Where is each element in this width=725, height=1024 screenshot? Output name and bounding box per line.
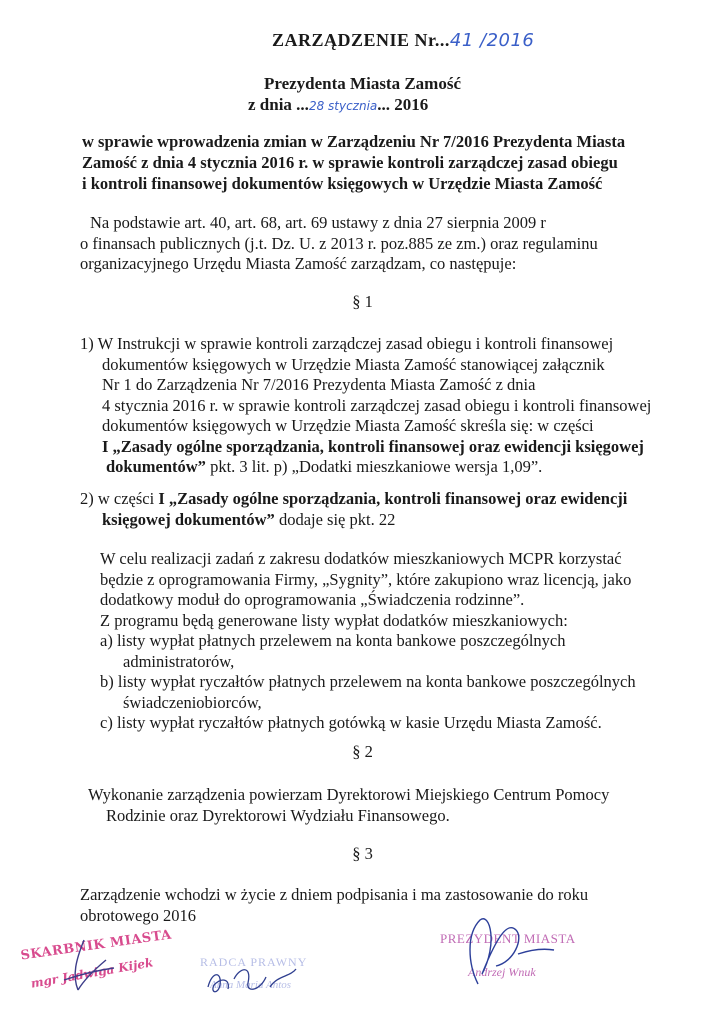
point-line: Nr 1 do Zarządzenia Nr 7/2016 Prezydenta Miasta Zamość z dnia	[102, 375, 536, 394]
bold-text: I „Zasady ogólne sporządzania, kontroli finansowej oraz ewidencji księgowej	[102, 436, 644, 456]
document-subject	[82, 131, 625, 194]
section-line: Zarządzenie wchodzi w życie z dniem podpisania i ma zastosowanie do roku	[80, 885, 589, 904]
document-title	[272, 30, 534, 51]
subject-line: i kontroli finansowej dokumentów księgowych w Urzędzie Miasta Zamość	[82, 174, 603, 193]
point-line: dokumentów księgowych w Urzędzie Miasta Zamość skreśla się: w części	[102, 416, 594, 435]
point-text: dodaje się pkt. 22	[274, 509, 396, 529]
section-1-heading: § 1	[352, 292, 373, 311]
point-line: dokumentów księgowych w Urzędzie Miasta Zamość stanowiącej załącznik	[102, 354, 605, 374]
list-item-b: b) listy wypłat ryczałtów płatnych przelewem na konta bankowe poszczególnych	[100, 672, 636, 691]
point-line: będzie z oprogramowania Firmy, „Sygnity”, które zakupiono wraz licencją, jako	[100, 569, 632, 589]
point-line: dodatkowy moduł do oprogramowania „Świadczenia rodzinne”.	[100, 590, 525, 609]
legal-advisor-stamp-title: RADCA PRAWNY	[200, 955, 308, 969]
bold-text: księgowej dokumentów”	[102, 509, 275, 529]
section-2-text	[88, 785, 609, 826]
section-line: Rodzinie oraz Dyrektorowi Wydziału Finansowego.	[106, 805, 450, 825]
treasurer-signature-icon	[54, 930, 134, 1000]
section-line: obrotowego 2016	[80, 905, 196, 925]
list-item-a-cont: administratorów,	[123, 651, 235, 671]
point-line	[80, 510, 627, 531]
point-line-bold	[80, 437, 651, 458]
section-3-heading: § 3	[352, 844, 373, 863]
section-2-heading: § 2	[352, 742, 373, 761]
point-line: Z programu będą generowane listy wypłat dodatków mieszkaniowych:	[100, 610, 568, 630]
point-line	[80, 489, 627, 510]
date-suffix: ... 2016	[377, 95, 429, 114]
point-text: pkt. 3 lit. p) „Dodatki mieszkaniowe wersja 1,09”.	[205, 457, 543, 476]
title-number-handwritten: 41	[449, 30, 474, 51]
point-line: W celu realizacji zadań z zakresu dodatków mieszkaniowych MCPR korzystać	[100, 549, 622, 568]
list-item-c: c) listy wypłat ryczałtów płatnych gotówką w kasie Urzędu Miasta Zamość.	[100, 713, 602, 732]
treasurer-stamp-title: SKARBNIK MIASTA	[19, 927, 173, 964]
list-item-a: a) listy wypłat płatnych przelewem na konta bankowe poszczególnych	[100, 631, 566, 650]
legal-basis	[80, 213, 598, 275]
section-1-point-1	[80, 334, 651, 478]
treasurer-stamp	[14, 927, 184, 1006]
legal-basis-line: organizacyjnego Urzędu Miasta Zamość zarządzam, co następuje:	[80, 254, 517, 273]
president-stamp	[432, 928, 612, 998]
legal-advisor-signature-icon	[200, 957, 310, 1007]
title-prefix: ZARZĄDZENIE Nr...	[272, 30, 450, 50]
legal-advisor-stamp-name: Anna Maria Antos	[210, 979, 292, 991]
point-text: 2) w części	[80, 489, 159, 508]
title-year-handwritten: /2016	[473, 30, 535, 51]
treasurer-stamp-name: mgr Jadwiga Kijek	[29, 955, 155, 991]
date-handwritten: 28 stycznia	[308, 99, 378, 113]
subject-line: Zamość z dnia 4 stycznia 2016 r. w sprawie kontroli zarządczej zasad obiegu	[82, 153, 618, 172]
list-item-b-cont: świadczeniobiorców,	[123, 692, 262, 712]
legal-advisor-stamp	[200, 955, 330, 1005]
document-date	[248, 95, 428, 115]
point-22-text	[100, 549, 636, 734]
point-line: 4 stycznia 2016 r. w sprawie kontroli zarządczej zasad obiegu i kontroli finansowej	[102, 395, 652, 415]
section-line: Wykonanie zarządzenia powierzam Dyrektorowi Miejskiego Centrum Pomocy	[88, 785, 610, 804]
subject-line: w sprawie wprowadzenia zmian w Zarządzeniu Nr 7/2016 Prezydenta Miasta	[82, 132, 626, 151]
president-stamp-title: PREZYDENT MIASTA	[440, 931, 576, 946]
date-prefix: z dnia ...	[248, 95, 309, 114]
point-line: 1) W Instrukcji w sprawie kontroli zarządczej zasad obiegu i kontroli finansowej	[80, 334, 614, 353]
point-line	[80, 457, 651, 478]
issuer: Prezydenta Miasta Zamość	[263, 74, 462, 93]
president-signature-icon	[438, 914, 558, 994]
legal-basis-line: o finansach publicznych (j.t. Dz. U. z 2013 r. poz.885 ze zm.) oraz regulaminu	[80, 233, 598, 253]
legal-basis-line: Na podstawie art. 40, art. 68, art. 69 ustawy z dnia 27 sierpnia 2009 r	[90, 213, 546, 232]
bold-text: dokumentów”	[106, 457, 206, 476]
section-1-point-2	[80, 489, 627, 530]
bold-text: I „Zasady ogólne sporządzania, kontroli finansowej oraz ewidencji	[158, 489, 628, 508]
president-stamp-name: Andrzej Wnuk	[468, 965, 536, 979]
